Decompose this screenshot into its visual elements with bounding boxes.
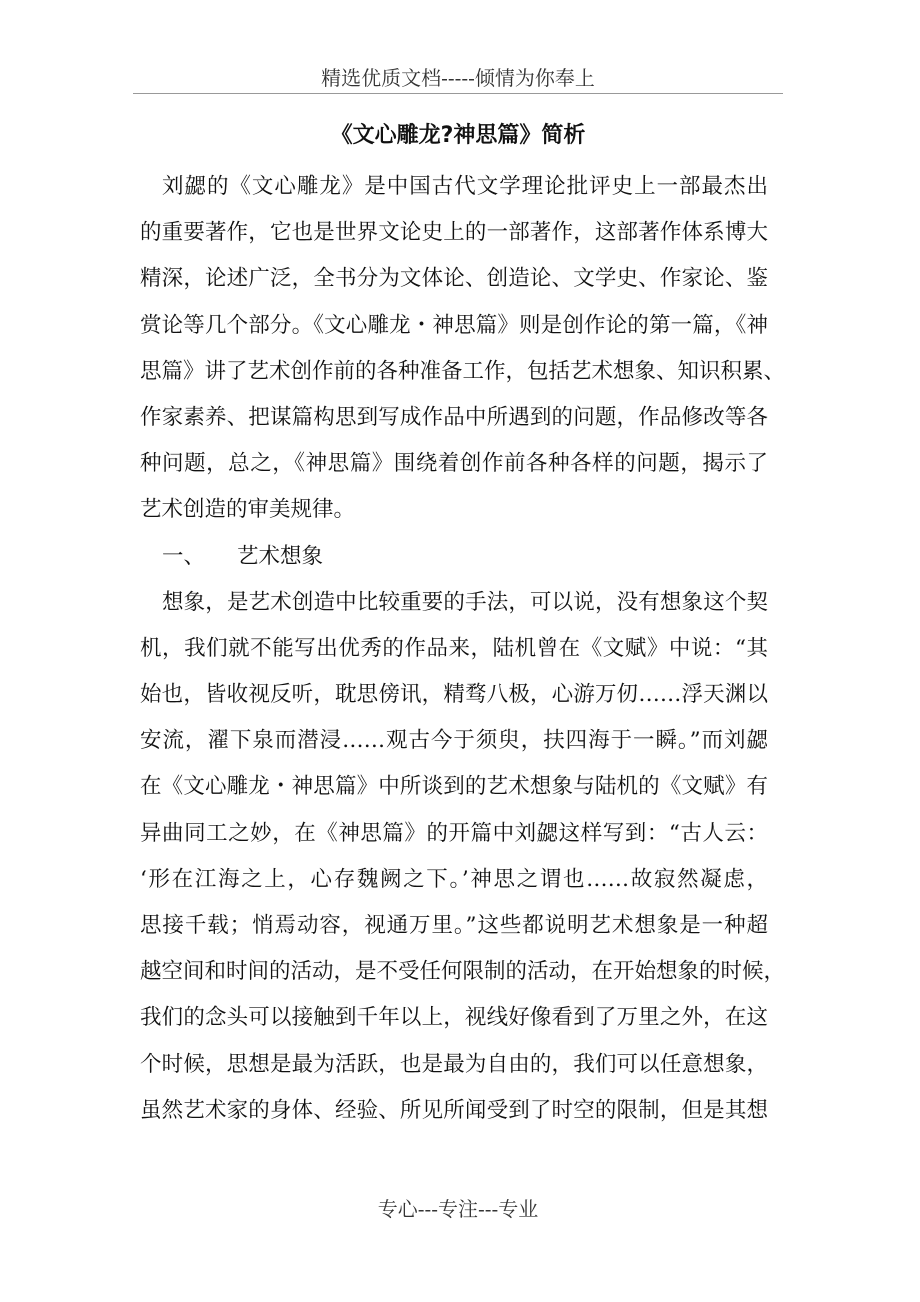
section-number: 一、 [162,543,206,569]
text-line: 思接千载；悄焉动容，视通万里。”这些都说明艺术想象是一种超 [140,913,768,938]
text-line: 思篇》讲了艺术创作前的各种准备工作，包括艺术想象、知识积累、 [140,358,786,384]
text-line: 刘勰的《文心雕龙》是中国古代文学理论批评史上一部最杰出 [162,174,768,199]
text-line: ‘形在江海之上，心存魏阙之下。’神思之谓也……故寂然凝虑， [140,866,768,892]
page-footer: 专心---专注---专业 [377,1197,539,1221]
paragraph-section1 [140,580,786,1134]
section-heading [140,534,768,580]
document-title: 《文心雕龙?神思篇》简析 [330,123,586,148]
text-line: 赏论等几个部分。《文心雕龙・神思篇》则是创作论的第一篇，《神 [140,312,768,338]
section-heading-text: 艺术想象 [237,543,324,569]
text-line: 作家素养、把谋篇构思到写成作品中所遇到的问题，作品修改等各 [140,404,768,430]
text-line: 的重要著作，它也是世界文论史上的一部著作，这部著作体系博大 [140,220,768,246]
text-line: 越空间和时间的活动，是不受任何限制的活动，在开始想象的时候， [140,959,786,985]
text-line: 种问题，总之，《神思篇》围绕着创作前各种各样的问题，揭示了 [140,451,768,477]
text-line: 机，我们就不能写出优秀的作品来，陆机曾在《文赋》中说：“其 [140,635,768,661]
text-line: 在《文心雕龙・神思篇》中所谈到的艺术想象与陆机的《文赋》有 [140,774,768,800]
paragraph-intro [140,164,786,534]
document-body [140,164,786,1134]
text-line: 异曲同工之妙，在《神思篇》的开篇中刘勰这样写到：“古人云： [140,820,768,846]
text-line: 想象，是艺术创造中比较重要的手法，可以说，没有想象这个契 [162,589,768,615]
text-line: 安流，濯下泉而潜浸……观古今于须臾，扶四海于一瞬。”而刘勰 [140,728,768,754]
text-line: 精深，论述广泛，全书分为文体论、创造论、文学史、作家论、鉴 [140,266,768,292]
page-header: 精选优质文档-----倾情为你奉上 [321,66,595,90]
text-line: 始也，皆收视反听，耽思傍讯，精骛八极，心游万仞……浮天渊以 [140,682,768,708]
text-line: 虽然艺术家的身体、经验、所见所闻受到了时空的限制，但是其想 [140,1097,768,1123]
text-line: 艺术创造的审美规律。 [140,497,356,523]
text-line: 个时候，思想是最为活跃，也是最为自由的，我们可以任意想象， [140,1051,768,1077]
text-line: 我们的念头可以接触到千年以上，视线好像看到了万里之外，在这 [140,1005,768,1031]
header-divider [133,93,783,94]
